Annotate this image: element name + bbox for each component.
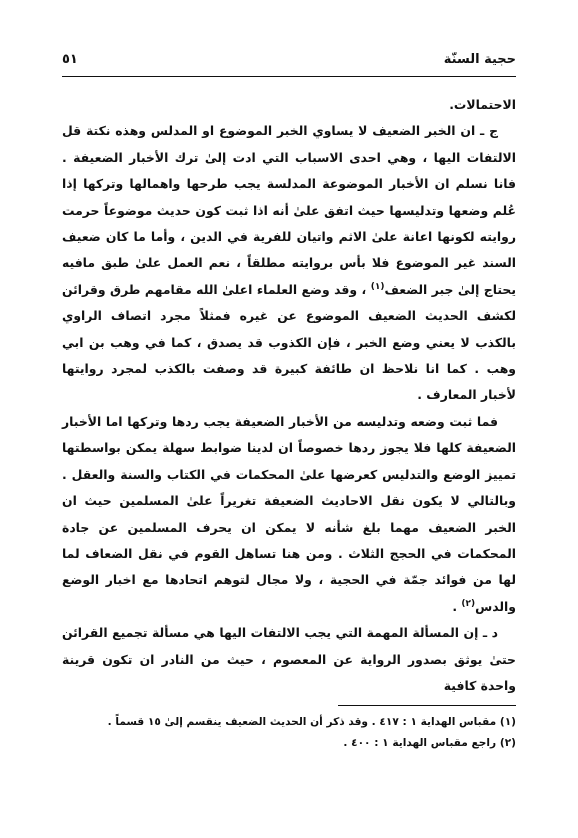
paragraph-c-text: ج ـ ان الخبر الضعيف لا يساوي الخبر الموضوع او المدلس وهذه نكتة قل الالتفات اليها ، وهي احدى الاسباب التي ادت إلىٰ ترك الأخبار الضعيفة . فانا نسلم ان الأخبار الموضوعة المدلسة يجب طرحها واهمالها وتركها إذا عُلم وضعها وتدليسها حيث اتفق علىٰ أنه اذا ثبت كون حديث موضوعاً حرمت روايته لكونها اعانة علىٰ الاثم واتيان للفرية في الدين ، وأما ما كان ضعيف السند غير الموضوع فلا بأس بروايته مطلقاً ، نعم العمل علىٰ طبق مافيه يحتاج إلىٰ جبر الضعف [62, 123, 516, 297]
paragraph-1: الاحتمالات. [449, 97, 516, 112]
footnote-1: (١) مقباس الهداية ١ : ٤١٧ . وقد ذكر أن الحديث الضعيف ينقسم إلىٰ ١٥ قسماً . [107, 716, 516, 728]
footnote-ref-1: (١) [370, 281, 385, 292]
footnotes [62, 712, 516, 754]
paragraph-2-tail: . [452, 598, 462, 614]
page-header [62, 52, 516, 74]
paragraph-2 [62, 409, 516, 620]
body-text [62, 92, 516, 699]
paragraph-d: د ـ إن المسألة المهمة التي يجب الالتفات اليها هي مسألة تجميع القرائن حتىٰ يوثق بصدور الرواية عن المعصوم ، حيث من النادر ان تكون قرينة واحدة كافية [62, 625, 516, 693]
footnote-ref-2: (٢) [461, 598, 476, 609]
header-rule [62, 76, 516, 77]
paragraph-c [62, 118, 516, 408]
footnote-2: (٢) راجع مقباس الهداية ١ : ٤٠٠ . [343, 737, 516, 749]
paragraph-2-text: فما ثبت وضعه وتدليسه من الأخبار الضعيفة يجب ردها وتركها اما الأخبار الضعيفة كلها فلا يجوز ردها خصوصاً ان لدينا ضوابط سهلة يمكن بواسطتها تمييز الوضع والتدليس كعرضها علىٰ المحكمات في الكتاب والسنة والعقل . وبالتالي لا يكون نقل الاحاديث الضعيفة تغريراً علىٰ المسلمين حيث ان الخبر الضعيف مهما بلغ شأنه لا يمكن ان يحرف المسلمين عن جادة المحكمات في الحجج الثلاث . ومن هنا تساهل القوم في نقل الضعاف لما لها من فوائد جمّة في الحجية ، ولا مجال لتوهم اتحادها مع اخبار الوضع والدس [62, 413, 516, 614]
footnote-rule [338, 705, 516, 706]
running-title: حجية السنّة [443, 52, 516, 67]
paragraph-c-tail: ، وقد وضع العلماء اعلىٰ الله مقامهم طرق وقرائن لكشف الحديث الضعيف الموضوع عن غيره فمثلاً مجرد اتصاف الراوي بالكذب لا يعني وضع الخبر ، فإن الكذوب قد يصدق ، كما في وهب بن ابي وهب . كما انا نلاحظ ان طائفة كبيرة قد وصفت بالكذب لمجرد روايتها لأخبار المعارف . [62, 281, 516, 403]
page-number: ٥١ [62, 52, 78, 67]
